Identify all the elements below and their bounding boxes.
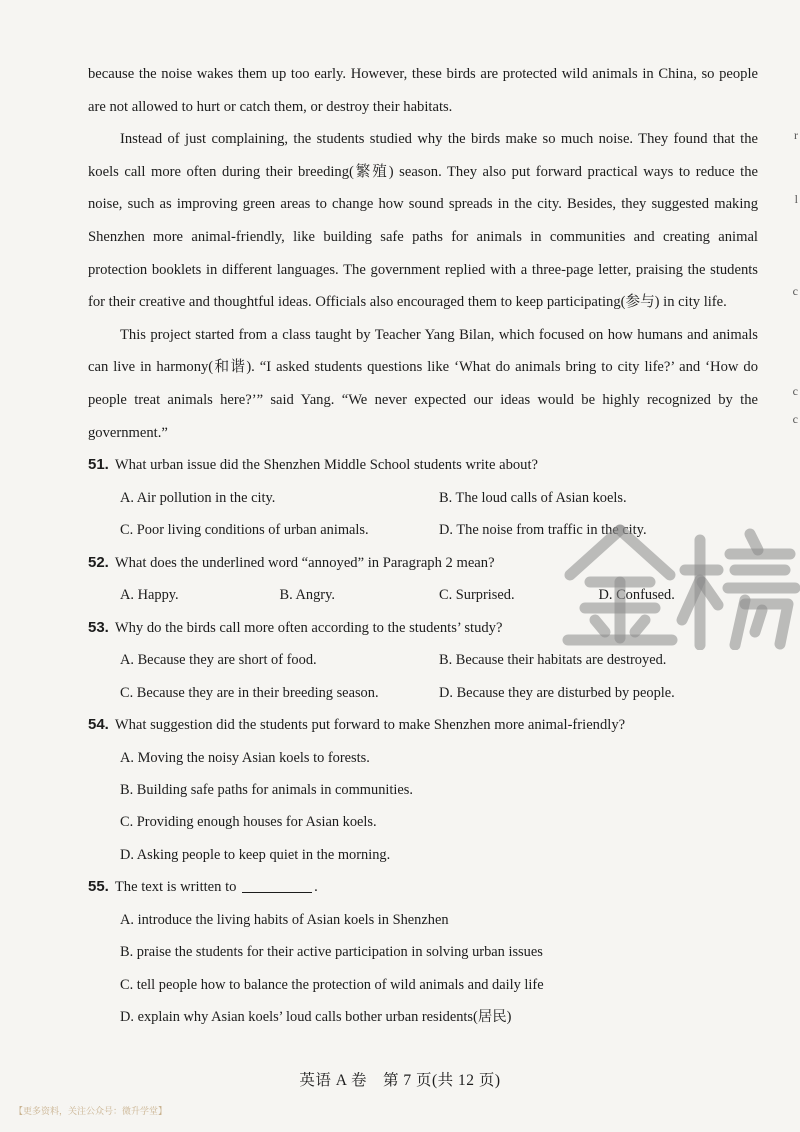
option-row [120,677,758,709]
option-b[interactable]: B. The loud calls of Asian koels. [439,489,627,506]
option-row [120,579,758,611]
option-row [120,1001,758,1033]
option-row [120,482,758,514]
edge-mark: c [792,412,798,426]
question-number: 54. [88,715,109,733]
question-51 [88,449,758,546]
passage-paragraph-1-continued: because the noise wakes them up too early. However, these birds are protected wild animals in China, so people are not allowed to hurt or catch them, or destroy their habitats. [88,66,758,115]
question-text: What does the underlined word “annoyed” in Paragraph 2 mean? [114,554,495,571]
option-c[interactable]: C. tell people how to balance the protection of wild animals and daily life [120,976,544,993]
option-row [120,904,758,936]
passage-paragraph-2: Instead of just complaining, the students studied why the birds make so much noise. They found that the koels call more often during their breeding(繁殖) season. They also put forward practical ways to reduce the noise, such as improving green areas to change how sound spreads in the city. Besides, they suggested making Shenzhen more animal-friendly, like building safe paths for animals in communities and creating animal protection booklets in different languages. The government replied with a three-page letter, praising the students for their creative and thoughtful ideas. Officials also encouraged them to keep participating(参与) in city life. [88,131,758,311]
option-b[interactable]: B. Because their habitats are destroyed. [439,652,667,669]
question-stem [88,449,758,482]
options [88,644,758,709]
question-55 [88,871,758,1033]
question-text: The text is written to [114,879,237,896]
option-c[interactable]: C. Poor living conditions of urban animals. [120,522,369,539]
option-row [120,806,758,838]
answer-blank[interactable] [242,878,312,893]
options [88,482,758,547]
option-d[interactable]: D. explain why Asian koels’ loud calls bother urban residents(居民) [120,1008,512,1025]
edge-mark: c [792,284,798,298]
question-52 [88,547,758,612]
option-row [120,936,758,968]
option-row [120,742,758,774]
question-text: What urban issue did the Shenzhen Middle School students write about? [114,457,538,474]
option-row [120,839,758,871]
question-number: 55. [88,878,109,896]
options [88,742,758,872]
option-row [120,774,758,806]
question-number: 53. [88,618,109,636]
options [88,579,758,611]
option-row [120,514,758,546]
question-text-end: . [314,879,318,896]
option-row [120,644,758,676]
question-53 [88,612,758,709]
passage-paragraph-3: This project started from a class taught by Teacher Yang Bilan, which focused on how humans and animals can live in harmony(和谐). “I asked students questions like ‘What do animals bring to city life?’ and ‘How do people treat animals here?’” said Yang. “We never expected our ideas would be highly recognized by the government.” [88,326,758,441]
option-c[interactable]: C. Because they are in their breeding season. [120,684,379,701]
option-b[interactable]: B. Angry. [279,587,335,604]
options [88,904,758,1034]
question-stem [88,547,758,580]
option-d[interactable]: D. Because they are disturbed by people. [439,684,675,701]
page-footer: 英语 A 卷 第 7 页(共 12 页) [299,1072,501,1089]
edge-mark: r [794,128,798,142]
option-row [120,969,758,1001]
option-b[interactable]: B. Building safe paths for animals in communities. [120,781,413,798]
question-stem [88,612,758,645]
option-b[interactable]: B. praise the students for their active participation in solving urban issues [120,944,543,961]
option-a[interactable]: A. Because they are short of food. [120,652,317,669]
question-stem [88,709,758,742]
question-text: What suggestion did the students put forward to make Shenzhen more animal-friendly? [114,716,626,733]
question-number: 51. [88,456,109,474]
question-54 [88,709,758,871]
option-a[interactable]: A. introduce the living habits of Asian koels in Shenzhen [120,911,449,928]
option-d[interactable]: D. The noise from traffic in the city. [439,522,647,539]
promo-watermark: 【更多资料，关注公众号：微升学堂】 [14,1107,168,1117]
option-a[interactable]: A. Happy. [120,587,179,604]
option-a[interactable]: A. Air pollution in the city. [120,489,276,506]
option-d[interactable]: D. Confused. [598,587,675,604]
option-c[interactable]: C. Surprised. [439,587,515,604]
option-a[interactable]: A. Moving the noisy Asian koels to forests. [120,749,370,766]
page-content [88,58,758,1033]
question-text: Why do the birds call more often according to the students’ study? [114,619,503,636]
edge-mark: c [792,384,798,398]
question-stem [88,871,758,904]
option-c[interactable]: C. Providing enough houses for Asian koels. [120,814,377,831]
question-number: 52. [88,553,109,571]
option-d[interactable]: D. Asking people to keep quiet in the morning. [120,846,391,863]
edge-mark: l [794,192,798,206]
